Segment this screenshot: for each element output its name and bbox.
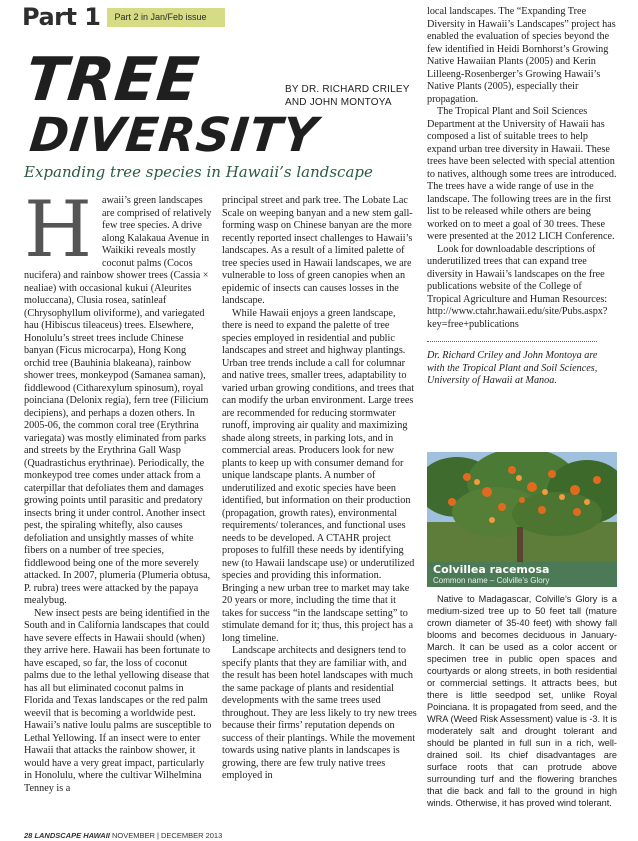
tree-photo (427, 452, 617, 562)
paragraph: New insect pests are being identified in the South and in California landscapes that could have severe effects in Hawaii should (when) they arrive here. Hawaii has been fortunate to have escaped, so far, the loss of coconut palms due to the lethal yellowing disease that has all but eliminated coconut palms in Florida and Texas landscapes or the red palm weevil that is becoming a worldwide pest. Hawaii’s native loulu palms are susceptible to Lethal Yellowing. If an insect were to enter Hawaii that attacks the rainbow shower, it would have a very great impact, particularly in Honolulu, where the cultivar Wilhelmina Tenney is a (24, 607, 212, 794)
sidebar-paragraph: Native to Madagascar, Colville’s Glory is a medium-sized tree up to 50 feet tall (mature crown diameter of 35-40 feet) with showy fall blooms and becomes deciduous in January-March. It can be used as a color accent or specimen tree in public open spaces and courtyards or along streets, in both residential or commercial settings. It attracts bees, but there is little seedpod set, unlike Royal Poinciana. It is propagated from seed, and the WRA (Weed Risk Assessment) value is -3. It is moderately salt and drought tolerant and should be planted in full sun in a rich, well-drained soil. Its chief disadvantages are surface roots that can protrude above surrounding turf and the flowering branches that die back and fall to the ground in high winds. Otherwise, it has proved wind tolerant. (427, 594, 617, 808)
drop-cap: H (24, 185, 93, 275)
paragraph: principal street and park tree. The Lobate Lac Scale on weeping banyan and a new stem gall-forming wasp on Chinese banyan are the more recently reported insect challenges to Hawaii’s landscapes. As a result of a limited palette of tree species used in Hawaii landscapes, we are vulnerable to loss of green canopies when an epidemic of insects can causes losses in the landscape. (222, 195, 413, 306)
paragraph: Landscape architects and designers tend to specify plants that they are familiar with, and the result has been hotel landscapes with much the same package of plants and residential developments with the same trees used throughout. They are less likely to try new trees because their firms’ reputation depends on success of their plantings. While the movement towards using native plants in landscapes is growing, there are few truly native trees employed in (222, 645, 417, 781)
part-label: Part 1 (22, 3, 101, 31)
section-header (22, 3, 247, 31)
sidebar-description (427, 593, 617, 809)
page-footer (24, 831, 222, 840)
paragraph: local landscapes. The “Expanding Tree Diversity in Hawaii’s Landscapes” project has enabled the evaluation of species beyond the few identified in Heidi Bornhorst’s Growing Native Hawaiian Plants (2005) and Kerin Lilleeng-Rosenberger’s Growing Hawaii’s Native Plants (2005), especially their propagation. (427, 6, 616, 105)
subtitle: Expanding tree species in Hawaii’s landscape (24, 163, 373, 181)
paragraph: The Tropical Plant and Soil Sciences Department at the University of Hawaii has composed a list of suitable trees to help expand urban tree diversity in Hawaii. These trees have been selected with special attention to natives, although some trees are introduced. The trees have a wide range of use in the landscape. The following trees are in the first list to be released while others are being worked on to meet a goal of 30 trees. These were presented at the 2012 LICH Conference. (427, 106, 617, 242)
byline-line-2: AND JOHN MONTOYA (285, 97, 392, 108)
page-number: 28 (24, 831, 33, 840)
issue-date: NOVEMBER | DECEMBER 2013 (111, 831, 223, 840)
paragraph: awaii’s green landscapes are comprised of relatively few tree species. A drive along Kalakaua Avenue in Waikiki reveals mostly coconut palms (Cocos nucifera) and rainbow shower trees (Cassia × nealiae) with occasional kukui (Aleurites moluccana), Clusia rosea, satinleaf (Chrysophyllum oliviforme), and variegated hau (Hibiscus tileaceus) trees. Elsewhere, Honolulu’s street trees include Chinese banyan (Ficus microcarpa), Hong Kong orchid tree (Bauhinia blakeana), rainbow shower trees, monkeypod (Samanea saman), fiddlewood (Citharexylum spinosum), royal poinciana (Delonix regia), fern tree (Filicium decipiens), and perhaps a dozen others. In 2005-06, the common coral tree (Erythrina variegata) was mostly eliminated from parks and streets by the Erythrina Gall Wasp (Quadrastichus erythrinae). Periodically, the monkeypod tree comes under attack from a caterpillar that defoliates them and damages growing points until parasitic and predatory insects bring it under control. Another insect pest, the spiraling whitefly, also causes defoliation and unsightly masses of white fibers on a number of tree species, fiddlewood being one of the more severely attacked. In 2007, plumeria (Plumeria obtusa, P. rubra) trees were attacked by the papaya mealybug. (24, 195, 212, 606)
paragraph: While Hawaii enjoys a green landscape, there is need to expand the palette of tree species employed in residential and public landscapes and street and highway plantings. Urban tree trends include a call for columnar and native trees, smaller trees, adaptability to varied urban growing conditions, and trees that can modify the urban environment. Large trees are recommended for reducing stormwater runoff, improving air quality and maximizing shade along streets, in parking lots, and in commercial areas. Producers look for new plants to keep up with consumer demand for unique landscape plants. A number of underutilized and exotic species have been identified, but information on their production (propagation, growth rates), environmental requirements/ tolerances, and functional uses needs to be developed. A CTAHR project proposes to fulfill these needs by identifying new (to Hawaii landscape use) or underutilized species and providing this information. Bringing a new urban tree to market may take 20 years or more, including the time that it takes for success “in the landscape setting” to stimulate demand for it; thus, this project has a long timeline. (222, 307, 415, 644)
common-name: Common name – Colville’s Glory (433, 576, 550, 585)
byline (285, 83, 415, 109)
author-note: Dr. Richard Criley and John Montoya are with the Tropical Plant and Soil Sciences, University of Hawaii at Manoa. (427, 350, 598, 386)
sidebar-caption (427, 562, 617, 587)
title-line-1: TREE (22, 45, 203, 115)
paragraph: Look for downloadable descriptions of underutilized trees that can expand tree diversity in Hawaii’s landscapes on the free publications website of the College of Tropical Agriculture and Human Resources: http://www.ctahr.hawaii.edu/site/Pubs.aspx?key=free+publications (427, 243, 608, 330)
article-column-1 (24, 185, 212, 795)
title-line-2: DIVERSITY (27, 108, 321, 163)
article-column-3 (427, 6, 617, 388)
colvillea-tree-image (427, 452, 617, 562)
divider (427, 341, 597, 342)
byline-line-1: BY DR. RICHARD CRILEY (285, 84, 410, 95)
issue-note-tab: Part 2 in Jan/Feb issue (107, 8, 225, 27)
article-column-2 (222, 195, 417, 783)
publication-name: LANDSCAPE HAWAII (34, 831, 110, 840)
species-name: Colvillea racemosa (433, 563, 550, 576)
